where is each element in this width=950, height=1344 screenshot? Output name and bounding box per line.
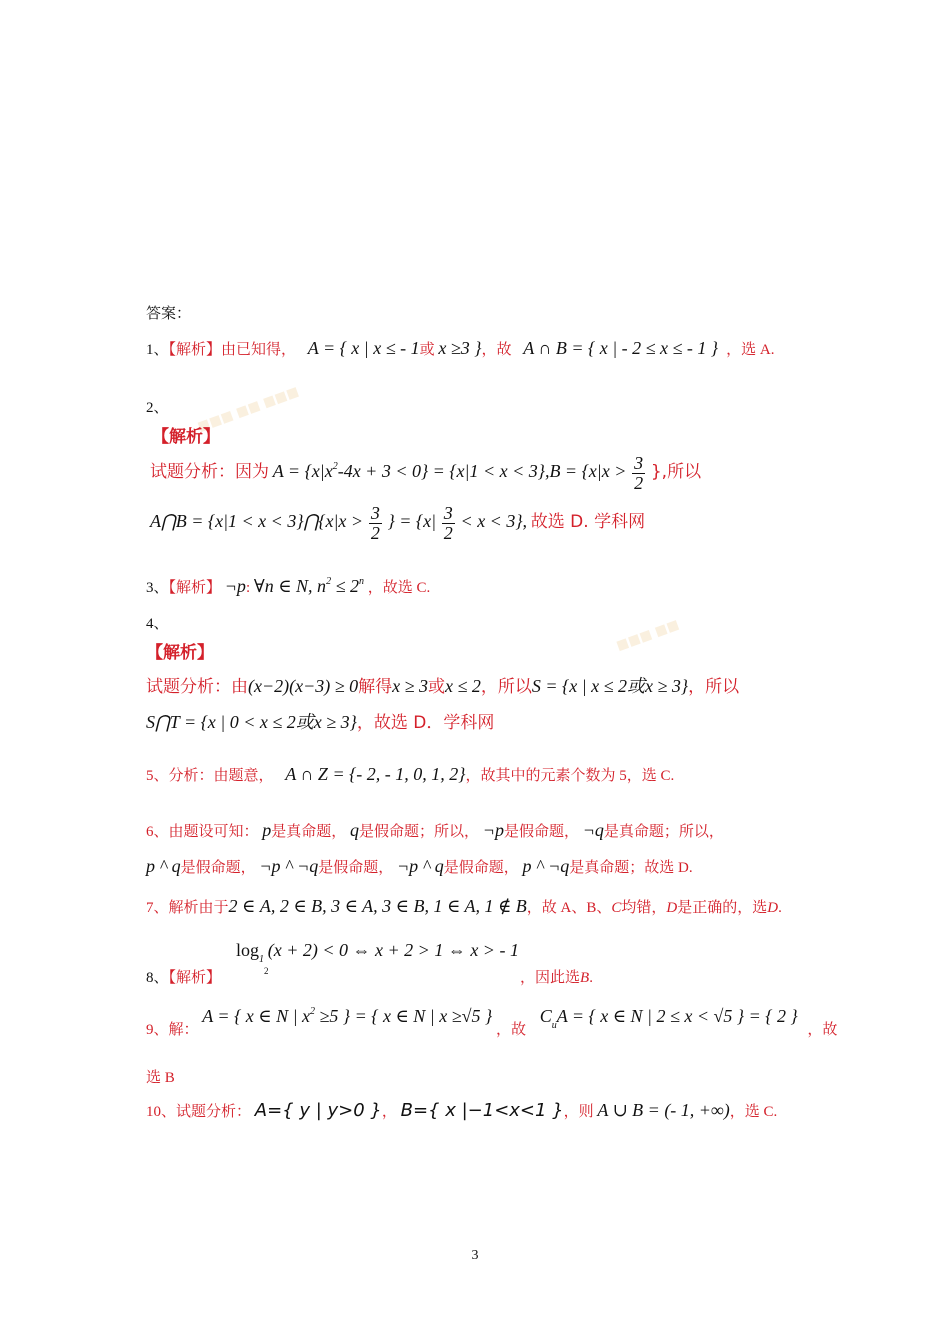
answer-8 (146, 966, 221, 987)
answer-text: 是假命题；所以， (359, 824, 480, 840)
math-expression: A={ y | y>0 } (254, 1100, 382, 1121)
math-expression: A ∩ B = { x | - 2 ≤ x ≤ - 1 } (523, 338, 719, 358)
fraction-numerator: 3 (634, 453, 644, 473)
answer-text: ，因此选 (520, 970, 581, 986)
analysis-tag: 【解析】 (146, 643, 214, 663)
answer-text: 6、由题设可知： (146, 824, 259, 840)
answer-text: 或 (428, 677, 446, 697)
math-expression: A = { x ∈ N | 2 ≤ x < √5 } = { 2 } (556, 1006, 798, 1026)
answer-text: 是假命题， (503, 824, 579, 840)
answer-1 (146, 338, 774, 359)
answer-header: 答案： (146, 306, 192, 322)
answer-text: 是真命题；故选 D. (569, 860, 693, 876)
math-expression: A = {x|x (272, 460, 333, 481)
math-expression: S⋂T = {x | 0 < x ≤ 2或x ≥ 3} (146, 712, 357, 732)
answer-text: 是假命题， (180, 860, 256, 876)
answer-text: 是真命题；所以， (603, 824, 724, 840)
fraction (632, 454, 645, 493)
answer-text: 7、解析由于 (146, 900, 229, 916)
fraction-denominator: 2 (370, 522, 380, 543)
answer-text: 10、试题分析： (146, 1104, 252, 1120)
math-expression: x ≥3 } (438, 338, 482, 358)
math-expression: B={ x |−1<x<1 } (400, 1100, 564, 1121)
answer-text: 5、分析：由题意， (146, 768, 274, 784)
math-exponent: 2 (332, 460, 338, 472)
answer-number: 8、 (146, 970, 169, 986)
math-expression: C (539, 1006, 552, 1026)
math-expression: A ∪ B = (- 1, +∞) (597, 1100, 730, 1120)
answer-5 (146, 764, 674, 785)
analysis-tag: 【解析】 (168, 342, 222, 358)
answer-text: D (666, 900, 678, 916)
math-expression: p ^ q (146, 856, 181, 876)
watermark-logo: ■■■ ■■ (614, 617, 682, 654)
answer-text: 由已知得， (221, 342, 297, 358)
answer-text: . (589, 970, 593, 986)
math-exponent: 2 (326, 576, 332, 587)
math-expression: } = {x| (387, 510, 437, 531)
analysis-tag: 【解析】 (168, 970, 222, 986)
answer-6-line-2 (146, 856, 693, 877)
math-expression: log (236, 940, 260, 960)
math-expression: p ^ ¬q (522, 856, 570, 876)
answer-text: 或 (419, 342, 435, 358)
log-base-numerator: 1 (259, 954, 265, 965)
answer-4-line-1 (146, 672, 739, 698)
math-expression: ¬p (482, 820, 504, 840)
answer-2-line-2 (150, 504, 645, 543)
math-expression: ≥5 } = { x ∈ N | x ≥√5 } (315, 1006, 493, 1026)
fraction-numerator: 3 (370, 503, 380, 523)
answer-7 (146, 896, 782, 917)
analysis-tag: 【解析】 (168, 580, 222, 596)
math-expression: A = { x ∈ N | x (202, 1006, 311, 1026)
answer-text: 是假命题， (443, 860, 519, 876)
math-expression: q (350, 820, 360, 840)
math-expression: A = { x | x ≤ - 1 (307, 338, 420, 358)
answer-text: ，所以 (688, 677, 740, 697)
math-expression: ¬p ^ q (397, 856, 444, 876)
answer-6-line-1 (146, 820, 724, 841)
answer-text: ，故 A、B、 (526, 900, 612, 916)
analysis-tag: 【解析】 (152, 427, 220, 447)
math-expression: (x−2)(x−3) ≥ 0 (248, 676, 359, 696)
answer-8-conclusion (520, 966, 593, 987)
log-base-denominator: 2 (264, 966, 269, 976)
answer-text: 是正确的，选 (677, 900, 768, 916)
answer-2-number: 2、 (146, 400, 169, 416)
fraction-denominator: 2 (634, 472, 644, 493)
answer-9-continued: 选 B (146, 1070, 175, 1086)
fraction-denominator: 2 (443, 522, 453, 543)
math-exponent: n (358, 576, 364, 587)
answer-2-line-1 (150, 454, 701, 493)
answer-text: 试题分析：由 (146, 677, 248, 697)
fraction (442, 504, 455, 543)
answer-text: : (245, 580, 251, 596)
math-expression: ¬p ^ ¬q (259, 856, 319, 876)
answer-text: 均错， (621, 900, 667, 916)
answer-text: 试题分析：因为 (150, 461, 269, 482)
fraction-numerator: 3 (443, 503, 453, 523)
answer-text: 解得 (358, 677, 393, 697)
answer-text: . (778, 900, 782, 916)
answer-9 (146, 1006, 837, 1039)
answer-text: ，所以 (480, 677, 532, 697)
math-expression: p (262, 820, 272, 840)
answer-4-line-2 (146, 708, 494, 734)
answer-text: 9、解： (146, 1022, 199, 1038)
math-expression: A ∩ Z = {- 2, - 1, 0, 1, 2} (285, 764, 466, 784)
answer-text: B (580, 970, 590, 986)
math-expression: (x + 2) < 0 ⇔ x + 2 > 1 ⇔ x > - 1 (267, 940, 519, 960)
answer-text: 故选 D. 学科网 (530, 511, 646, 532)
math-expression: ∀n ∈ N, n (253, 576, 327, 596)
math-expression: A⋂B = {x|1 < x < 3}⋂{x|x > (150, 510, 364, 531)
answer-text: ，故选 C. (367, 580, 431, 596)
answer-text: D (767, 900, 779, 916)
math-exponent: 2 (310, 1006, 316, 1017)
math-expression: S = {x | x ≤ 2或x ≥ 3} (531, 676, 689, 696)
answer-text: ，故 (495, 1022, 526, 1038)
answer-text: ， (381, 1104, 397, 1120)
watermark-logo: ■■■ ■■ ■■■ (195, 384, 301, 435)
answer-4-number: 4、 (146, 616, 169, 632)
math-expression: x ≥ 3 (392, 676, 429, 696)
math-expression: ¬q (582, 820, 604, 840)
answer-number: 3、 (146, 580, 169, 596)
math-subscript: u (551, 1020, 557, 1031)
answer-8-formula (236, 940, 519, 965)
fraction (369, 504, 382, 543)
answer-number: 1、 (146, 342, 169, 358)
answer-text: ，选 C. (729, 1104, 778, 1120)
answer-text: ，故其中的元素个数为 5，选 C. (465, 768, 675, 784)
math-expression: ≤ 2 (331, 576, 359, 596)
math-expression: 2 ∈ A, 2 ∈ B, 3 ∈ A, 3 ∈ B, 1 ∈ A, 1 ∉ B (228, 896, 527, 916)
math-expression: -4x + 3 < 0} = {x|1 < x < 3},B = {x|x > (337, 460, 627, 481)
answer-text: C (611, 900, 622, 916)
answer-10 (146, 1100, 777, 1121)
math-expression: ¬p (224, 576, 246, 596)
answer-text: },所以 (650, 461, 702, 482)
answer-text: ，则 (563, 1104, 594, 1120)
answer-3 (146, 576, 430, 597)
answer-text: ，故 (481, 342, 512, 358)
math-expression: < x < 3}, (460, 510, 528, 531)
answer-text: ，故 (807, 1022, 838, 1038)
answer-text: 是真命题， (271, 824, 347, 840)
answer-text: ，选 A. (726, 342, 775, 358)
page-number: 3 (471, 1248, 479, 1263)
answer-text: 是假命题， (318, 860, 394, 876)
answer-text: ，故选 D．学科网 (356, 713, 495, 733)
math-expression: x ≤ 2 (445, 676, 481, 696)
